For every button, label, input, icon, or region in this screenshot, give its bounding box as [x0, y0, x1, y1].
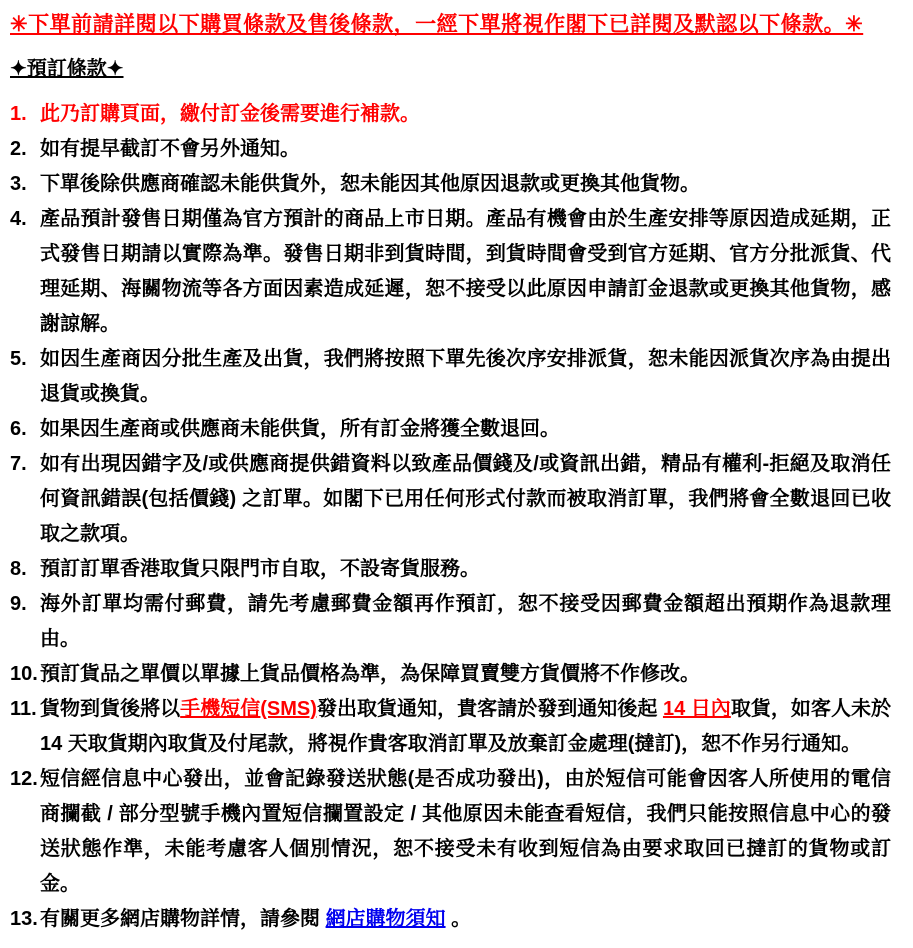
- term-text: [40, 97, 891, 132]
- term-text: [40, 587, 891, 657]
- term-text: [40, 902, 891, 937]
- pickup-deadline-highlight: 14 日內: [662, 698, 731, 720]
- text-segment: 取貨，如客人未於 14 天取貨期內取貨及付尾款，將視作貴客取消訂單及放棄訂金處理(撻訂)，恕不作另行通知。: [40, 698, 891, 755]
- term-item-7: [10, 447, 891, 552]
- text-segment: 。: [445, 908, 472, 930]
- text-segment: 發出取貨通知，貴客請於發到通知後起: [316, 698, 663, 720]
- term-number: 8.: [10, 558, 27, 580]
- text-segment: 產品預計發售日期僅為官方預計的商品上市日期。產品有機會由於生產安排等原因造成延期，正式發售日期請以實際為準。發售日期非到貨時間，到貨時間會受到官方延期、官方分批派貨、代理延期、海關物流等各方面因素造成延遲，恕不接受以此原因申請訂金退款或更換其他貨物，感謝諒解。: [40, 208, 891, 335]
- term-text: [40, 657, 891, 692]
- term-item-1: [10, 97, 891, 132]
- text-segment: 下單後除供應商確認未能供貨外，恕未能因其他原因退款或更換其他貨物。: [40, 173, 700, 195]
- term-number: 1.: [10, 103, 27, 125]
- term-number: 11.: [10, 698, 37, 720]
- term-text: [40, 552, 891, 587]
- term-item-13: [10, 902, 891, 937]
- term-item-3: [10, 167, 891, 202]
- term-number: 10.: [10, 663, 38, 685]
- section-title-row: [10, 56, 891, 97]
- term-text: [40, 447, 891, 552]
- text-segment: 有關更多網店購物詳情，請參閱: [40, 908, 326, 930]
- term-text: [40, 762, 891, 902]
- term-number: 7.: [10, 453, 27, 475]
- term-text: [40, 202, 891, 342]
- text-segment: 如有提早截訂不會另外通知。: [40, 138, 300, 160]
- term-item-10: [10, 657, 891, 692]
- sms-highlight: 手機短信(SMS): [180, 698, 317, 720]
- text-segment: 如因生產商因分批生產及出貨，我們將按照下單先後次序安排派貨，恕未能因派貨次序為由提出退貨或換貨。: [40, 348, 891, 405]
- term-item-12: [10, 762, 891, 902]
- text-segment: 此乃訂購頁面，繳付訂金後需要進行補款。: [40, 103, 420, 125]
- store-shopping-notice-link[interactable]: 網店購物須知: [325, 908, 446, 930]
- text-segment: 如果因生產商或供應商未能供貨，所有訂金將獲全數退回。: [40, 418, 560, 440]
- term-number: 12.: [10, 768, 38, 790]
- text-segment: 預訂貨品之單價以單據上貨品價格為準，為保障買賣雙方貨價將不作修改。: [40, 663, 700, 685]
- term-number: 9.: [10, 593, 27, 615]
- term-text: [40, 692, 891, 762]
- text-segment: 貨物到貨後將以: [40, 698, 181, 720]
- text-segment: 如有出現因錯字及/或供應商提供錯資料以致產品價錢及/或資訊出錯，精品有權利-拒絕及取消任何資訊錯誤(包括價錢) 之訂單。如閣下已用任何形式付款而被取消訂單，我們將會全數退回已收取之款項。: [40, 453, 891, 545]
- purchase-notice-header: ✳下單前請詳閱以下購買條款及售後條款，一經下單將視作閣下已詳閱及默認以下條款。✳: [10, 13, 864, 36]
- term-item-8: [10, 552, 891, 587]
- text-segment: 預訂訂單香港取貨只限門市自取，不設寄貨服務。: [40, 558, 480, 580]
- term-text: [40, 412, 891, 447]
- term-item-6: [10, 412, 891, 447]
- term-number: 2.: [10, 138, 27, 160]
- term-item-2: [10, 132, 891, 167]
- term-item-5: [10, 342, 891, 412]
- terms-list: [10, 97, 891, 937]
- term-number: 5.: [10, 348, 27, 370]
- text-segment: 海外訂單均需付郵費，請先考慮郵費金額再作預訂，恕不接受因郵費金額超出預期作為退款理由。: [40, 593, 891, 650]
- term-number: 3.: [10, 173, 27, 195]
- term-number: 4.: [10, 208, 27, 230]
- term-item-4: [10, 202, 891, 342]
- term-number: 13.: [10, 908, 38, 930]
- term-item-11: [10, 692, 891, 762]
- term-number: 6.: [10, 418, 27, 440]
- term-text: [40, 167, 891, 202]
- term-item-9: [10, 587, 891, 657]
- term-text: [40, 132, 891, 167]
- text-segment: 短信經信息中心發出，並會記錄發送狀態(是否成功發出)，由於短信可能會因客人所使用的電信商攔截 / 部分型號手機內置短信攔置設定 / 其他原因未能查看短信，我們只能按照信息中心的發送狀態作準，未能考慮客人個別情況，恕不接受未有收到短信為由要求取回已撻訂的貨物或訂金。: [40, 768, 891, 895]
- section-title-preorder-terms: ✦預訂條款✦: [10, 58, 124, 80]
- term-text: [40, 342, 891, 412]
